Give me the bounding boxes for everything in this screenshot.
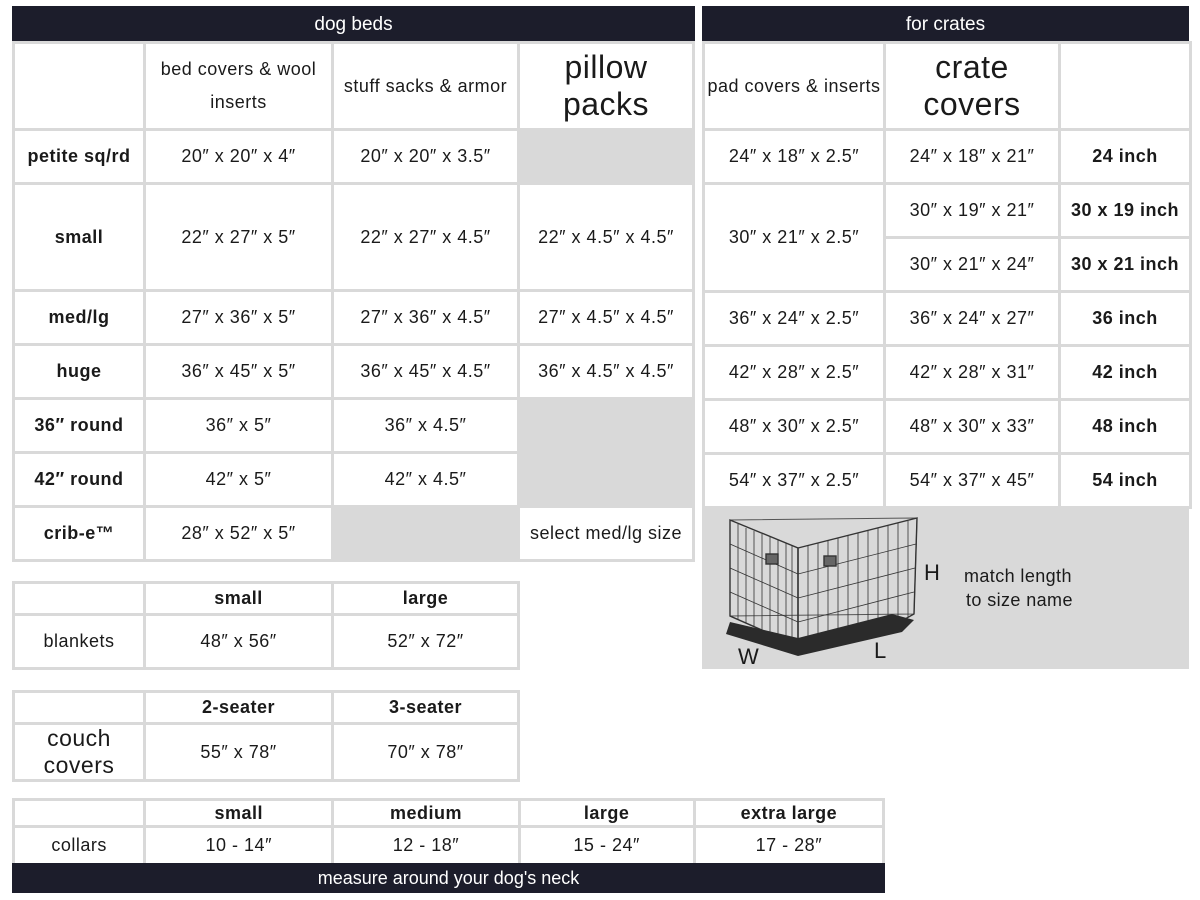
empty-cell (520, 131, 692, 182)
table-cell: 70″ x 78″ (334, 725, 517, 779)
crates-header (702, 6, 1189, 44)
column-header-bed-covers: bed covers & wool inserts (146, 44, 331, 128)
table-cell: 22″ x 27″ x 4.5″ (334, 185, 517, 289)
note-line-2: to size name (966, 590, 1073, 610)
column-header-crate-covers: crate covers (886, 44, 1058, 128)
collars-header-row (15, 801, 882, 825)
empty-cell (334, 508, 517, 559)
row-label: huge (15, 346, 143, 397)
corner-cell (15, 693, 143, 722)
dog-beds-header-row (15, 44, 692, 128)
table-cell: 30″ x 21″ x 2.5″ (705, 185, 883, 290)
column-header-stuff-sacks: stuff sacks & armor (334, 44, 517, 128)
table-row (15, 346, 692, 397)
table-cell: 48″ x 30″ x 2.5″ (705, 401, 883, 452)
column-header-large: large (521, 801, 693, 825)
table-cell: 52″ x 72″ (334, 616, 517, 667)
table-row (15, 616, 517, 667)
table-row (15, 508, 692, 559)
table-cell: 42″ x 4.5″ (334, 454, 517, 505)
column-header-2-seater: 2-seater (146, 693, 331, 722)
table-cell: 48″ x 56″ (146, 616, 331, 667)
row-label: crib-e™ (15, 508, 143, 559)
table-cell: 20″ x 20″ x 4″ (146, 131, 331, 182)
collars-label: collars (15, 828, 143, 863)
table-row (705, 401, 1189, 452)
table-row (15, 185, 692, 289)
table-cell: 10 - 14″ (146, 828, 331, 863)
dog-beds-table (12, 41, 695, 562)
empty-cell (520, 400, 692, 505)
table-cell: 54″ x 37″ x 2.5″ (705, 455, 883, 506)
table-cell: 20″ x 20″ x 3.5″ (334, 131, 517, 182)
corner-cell (15, 44, 143, 128)
collars-footer (12, 863, 885, 893)
column-header-pillow-packs: pillow packs (520, 44, 692, 128)
table-cell: 28″ x 52″ x 5″ (146, 508, 331, 559)
table-cell: 24″ x 18″ x 21″ (886, 131, 1058, 182)
column-header-extra-large: extra large (696, 801, 882, 825)
couch-covers-label (15, 725, 143, 779)
table-cell: 36″ x 5″ (146, 400, 331, 451)
note-line-1: match length (964, 566, 1072, 586)
table-cell: 17 - 28″ (696, 828, 882, 863)
table-cell: 27″ x 36″ x 4.5″ (334, 292, 517, 343)
table-row (705, 131, 1189, 182)
table-row (15, 828, 882, 863)
blankets-label: blankets (15, 616, 143, 667)
table-row (705, 347, 1189, 398)
table-row (15, 292, 692, 343)
size-cell: 30 x 21 inch (1061, 239, 1189, 290)
row-label: small (15, 185, 143, 289)
table-cell: select med/lg size (520, 508, 692, 559)
table-row (705, 293, 1189, 344)
table-cell: 30″ x 19″ x 21″ (886, 185, 1058, 236)
size-cell: 24 inch (1061, 131, 1189, 182)
table-cell: 30″ x 21″ x 24″ (886, 239, 1058, 290)
size-cell: 54 inch (1061, 455, 1189, 506)
column-header-small: small (146, 801, 331, 825)
corner-cell (15, 801, 143, 825)
table-cell: 15 - 24″ (521, 828, 693, 863)
crate-diagram-panel (702, 506, 1189, 669)
table-cell: 36″ x 24″ x 27″ (886, 293, 1058, 344)
size-cell: 36 inch (1061, 293, 1189, 344)
column-header-3-seater: 3-seater (334, 693, 517, 722)
table-cell: 42″ x 28″ x 31″ (886, 347, 1058, 398)
column-header-size (1061, 44, 1189, 128)
table-cell: 36″ x 4.5″ (334, 400, 517, 451)
table-cell: 48″ x 30″ x 33″ (886, 401, 1058, 452)
blankets-header-row (15, 584, 517, 613)
row-label: 36″ round (15, 400, 143, 451)
table-row (15, 725, 517, 779)
table-row (15, 400, 692, 451)
table-cell: 27″ x 4.5″ x 4.5″ (520, 292, 692, 343)
column-header-small: small (146, 584, 331, 613)
size-cell: 42 inch (1061, 347, 1189, 398)
table-cell: 42″ x 5″ (146, 454, 331, 505)
table-cell: 36″ x 45″ x 5″ (146, 346, 331, 397)
table-cell: 24″ x 18″ x 2.5″ (705, 131, 883, 182)
table-cell: 55″ x 78″ (146, 725, 331, 779)
dog-beds-header (12, 6, 695, 44)
table-cell: 27″ x 36″ x 5″ (146, 292, 331, 343)
column-header-large: large (334, 584, 517, 613)
crates-table (702, 41, 1192, 509)
column-header-pad-covers: pad covers & inserts (705, 44, 883, 128)
length-label: L (874, 638, 887, 663)
crates-header-row (705, 44, 1189, 128)
couch-covers-header-row (15, 693, 517, 722)
table-row (705, 455, 1189, 506)
crate-icon (702, 506, 942, 669)
collars-footer-text: measure around your dog's neck (317, 867, 580, 888)
corner-cell (15, 584, 143, 613)
height-label: H (924, 560, 940, 585)
row-label: med/lg (15, 292, 143, 343)
match-length-note (964, 564, 1164, 612)
crates-header-text: for crates (905, 14, 986, 35)
couch-covers-table (12, 690, 520, 782)
table-row (705, 185, 1189, 236)
table-cell: 22″ x 4.5″ x 4.5″ (520, 185, 692, 289)
table-row (15, 131, 692, 182)
row-label: petite sq/rd (15, 131, 143, 182)
table-cell: 42″ x 28″ x 2.5″ (705, 347, 883, 398)
blankets-table (12, 581, 520, 670)
couch-covers-label-line-2: covers (43, 752, 115, 778)
size-cell: 30 x 19 inch (1061, 185, 1189, 236)
width-label: W (738, 644, 759, 669)
dog-beds-header-text: dog beds (314, 14, 393, 35)
collars-table (12, 798, 885, 866)
table-cell: 36″ x 4.5″ x 4.5″ (520, 346, 692, 397)
table-cell: 36″ x 45″ x 4.5″ (334, 346, 517, 397)
couch-covers-label-line-1: couch (47, 725, 111, 751)
size-cell: 48 inch (1061, 401, 1189, 452)
row-label: 42″ round (15, 454, 143, 505)
table-cell: 36″ x 24″ x 2.5″ (705, 293, 883, 344)
table-cell: 12 - 18″ (334, 828, 517, 863)
column-header-medium: medium (334, 801, 517, 825)
table-cell: 54″ x 37″ x 45″ (886, 455, 1058, 506)
table-cell: 22″ x 27″ x 5″ (146, 185, 331, 289)
